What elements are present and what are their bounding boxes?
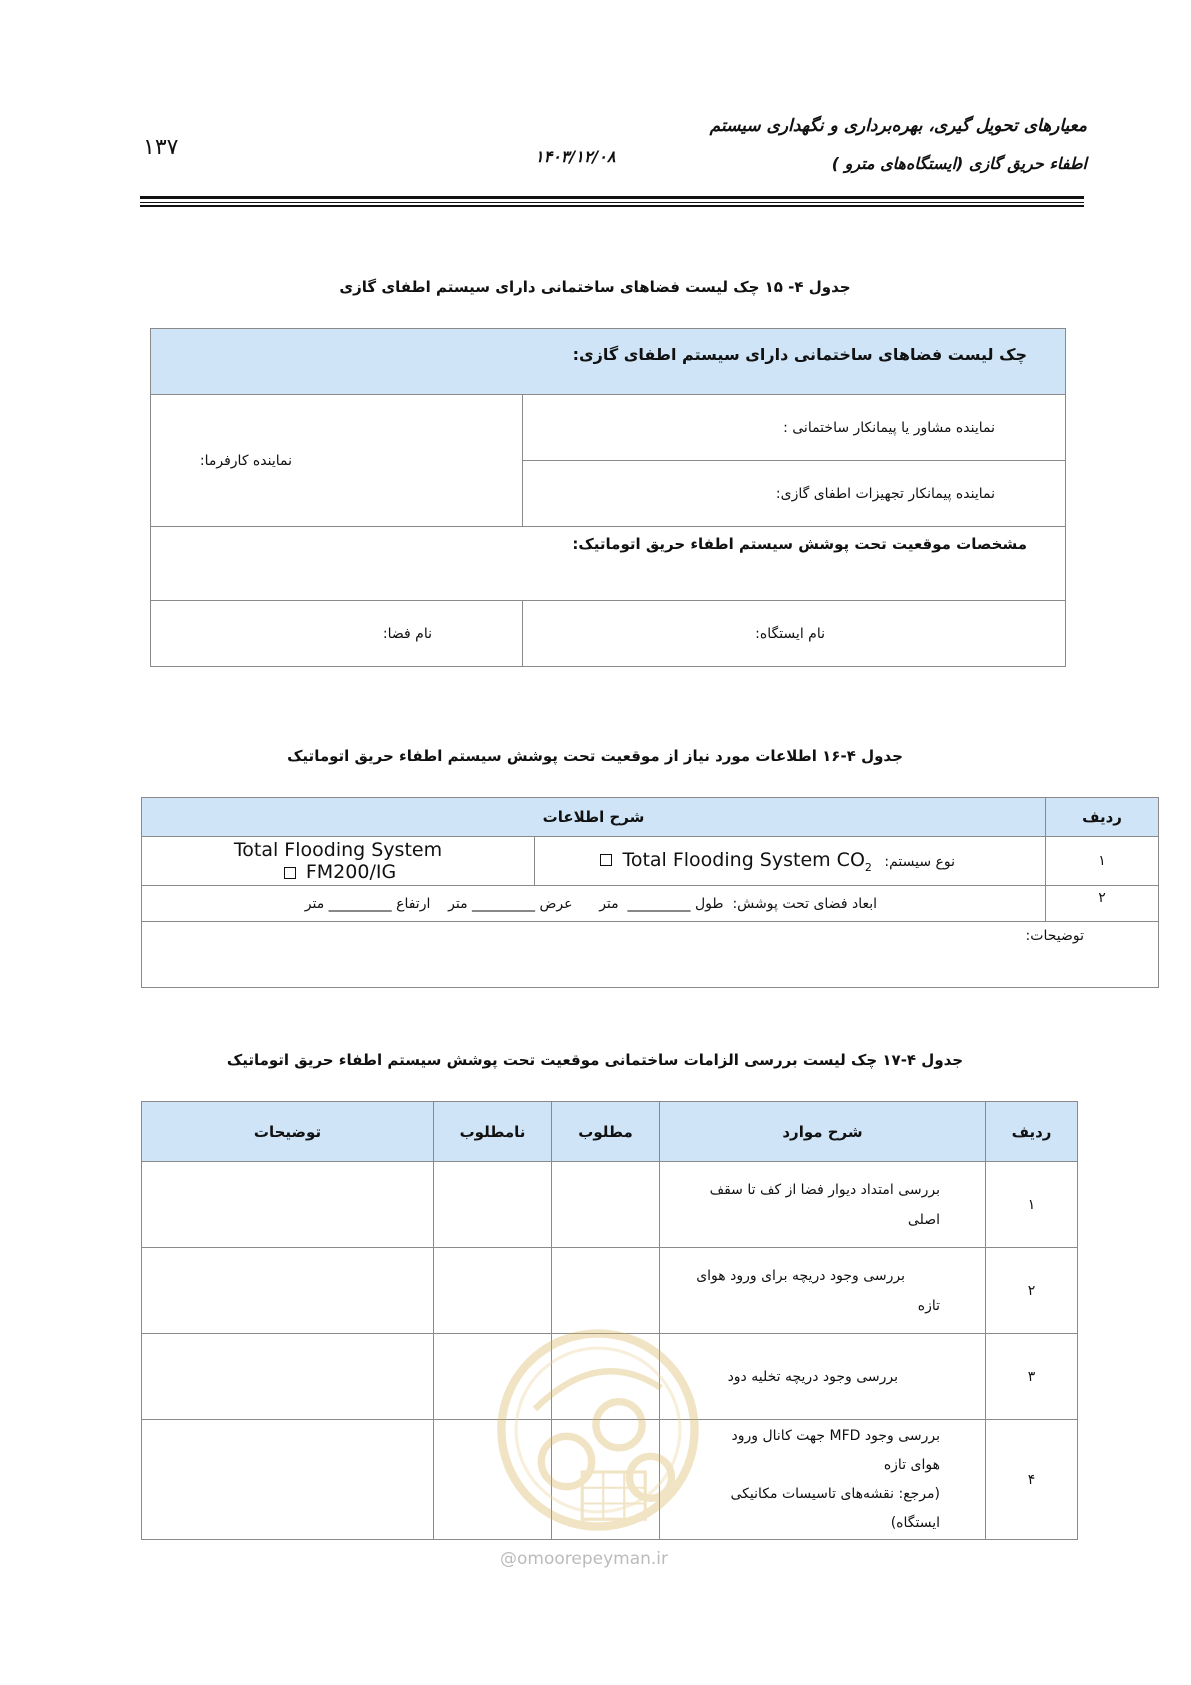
table17-row1-num: ۱ xyxy=(1027,1196,1036,1213)
table16-row2-num: ۲ xyxy=(1046,886,1159,922)
consultant-cell xyxy=(523,395,1066,461)
row1-nok-cell[interactable] xyxy=(434,1162,552,1248)
table17-row2-num: ۲ xyxy=(1027,1282,1036,1299)
table15 xyxy=(150,328,1066,667)
location-spec-label: مشخصات موقعیت تحت پوشش سیستم اطفاء حریق اتوماتیک: xyxy=(572,535,1027,553)
row2-nok-cell[interactable] xyxy=(434,1248,552,1334)
table16-row2-dims: ابعاد فضای تحت پوشش: طول _________ متر عرض _________ متر ارتفاع _________ متر xyxy=(142,886,1046,922)
fm200-option-line1: Total Flooding System xyxy=(233,839,443,861)
table17-row3-num: ۳ xyxy=(1027,1368,1036,1385)
co2-option[interactable]: Total Flooding System $CO_2$ xyxy=(596,849,872,874)
header-rule-thin-2 xyxy=(140,205,1084,207)
row2-ok-cell[interactable] xyxy=(552,1248,660,1334)
table15-caption: جدول ۴- ۱۵ چک لیست فضاهای ساختمانی دارای سیستم اطفای گازی xyxy=(339,278,851,296)
table17-row1-desc-2: اصلی xyxy=(907,1211,940,1228)
table16-notes: توضیحات: xyxy=(142,922,1159,988)
table17-col-row: ردیف xyxy=(986,1102,1078,1162)
header-rule-thick xyxy=(140,196,1084,199)
table17-col-nok: نامطلوب xyxy=(434,1102,552,1162)
space-name-cell xyxy=(151,601,523,667)
table17-row4-num: ۴ xyxy=(1027,1471,1036,1488)
row1-ok-cell[interactable] xyxy=(552,1162,660,1248)
table17-col-desc: شرح موارد xyxy=(660,1102,986,1162)
equipment-contractor-cell xyxy=(523,461,1066,527)
table15-header xyxy=(151,329,1066,395)
table16-row1-num: ۱ xyxy=(1046,837,1159,886)
equipment-contractor-label: نماینده پیمانکار تجهیزات اطفای گازی: xyxy=(775,485,995,502)
fm200-checkbox[interactable] xyxy=(284,867,296,879)
row2-notes-cell[interactable] xyxy=(142,1248,434,1334)
table16-row1-opt2-cell xyxy=(142,837,535,886)
table17-caption: جدول ۴-۱۷ چک لیست بررسی الزامات ساختمانی موقعیت تحت پوشش سیستم اطفاء حریق اتوماتیک xyxy=(226,1051,964,1069)
table17-col-notes: توضیحات xyxy=(142,1102,434,1162)
station-name-cell xyxy=(523,601,1066,667)
table-row xyxy=(142,1248,1078,1334)
header-date: ۱۴۰۳/۱۲/۰۸ xyxy=(535,147,616,166)
header-title-line2: اطفاء حریق گازی (ایستگاه‌های مترو ) xyxy=(831,154,1087,173)
header-title-line1: معیارهای تحویل گیری، بهره‌برداری و نگهداری سیستم xyxy=(709,116,1087,136)
table17-row2-desc-1: بررسی وجود دریچه برای ورود هوای xyxy=(696,1267,905,1284)
table17-row4-desc-2: هوای تازه xyxy=(883,1456,940,1473)
table17-row1-desc-1: بررسی امتداد دیوار فضا از کف تا سقف xyxy=(709,1181,940,1198)
header-rule-thin-1 xyxy=(140,202,1084,203)
watermark-logo-icon xyxy=(493,1325,703,1535)
table17-row2-desc-2: تازه xyxy=(917,1297,940,1314)
table16 xyxy=(141,797,1159,988)
table-row xyxy=(142,1162,1078,1248)
table16-col-desc: شرح اطلاعات xyxy=(142,798,1046,837)
station-name-label: نام ایستگاه: xyxy=(755,625,825,642)
table17-row4-desc-3: (مرجع: نقشه‌های تاسیسات مکانیکی xyxy=(730,1485,940,1502)
space-name-label: نام فضا: xyxy=(382,625,432,642)
table15-header-text: چک لیست فضاهای ساختمانی دارای سیستم اطفای گازی: xyxy=(572,345,1027,364)
watermark-site: @omoorepeyman.ir xyxy=(500,1549,669,1569)
table16-row1-opt1-cell xyxy=(535,837,1046,886)
table16-caption: جدول ۴-۱۶ اطلاعات مورد نیاز از موقعیت تحت پوشش سیستم اطفاء حریق اتوماتیک xyxy=(287,747,903,765)
employer-label: نماینده کارفرما: xyxy=(199,452,292,469)
consultant-label: نماینده مشاور یا پیمانکار ساختمانی : xyxy=(783,419,995,436)
row3-notes-cell[interactable] xyxy=(142,1334,434,1420)
fm200-option[interactable]: FM200/IG xyxy=(142,861,534,883)
employer-cell xyxy=(151,395,523,527)
table17-col-ok: مطلوب xyxy=(552,1102,660,1162)
co2-checkbox[interactable] xyxy=(600,854,612,866)
table17-row3-desc-1: بررسی وجود دریچه تخلیه دود xyxy=(727,1368,898,1385)
page-number: ۱۳۷ xyxy=(143,135,179,160)
table17-row4-desc-4: ایستگاه) xyxy=(890,1514,940,1531)
location-spec-cell xyxy=(151,527,1066,601)
row1-notes-cell[interactable] xyxy=(142,1162,434,1248)
table16-col-row: ردیف xyxy=(1046,798,1159,837)
system-type-label: نوع سیستم: xyxy=(884,853,955,870)
row4-notes-cell[interactable] xyxy=(142,1420,434,1540)
table17-row4-desc-1: بررسی وجود MFD جهت کانال ورود xyxy=(731,1427,940,1444)
